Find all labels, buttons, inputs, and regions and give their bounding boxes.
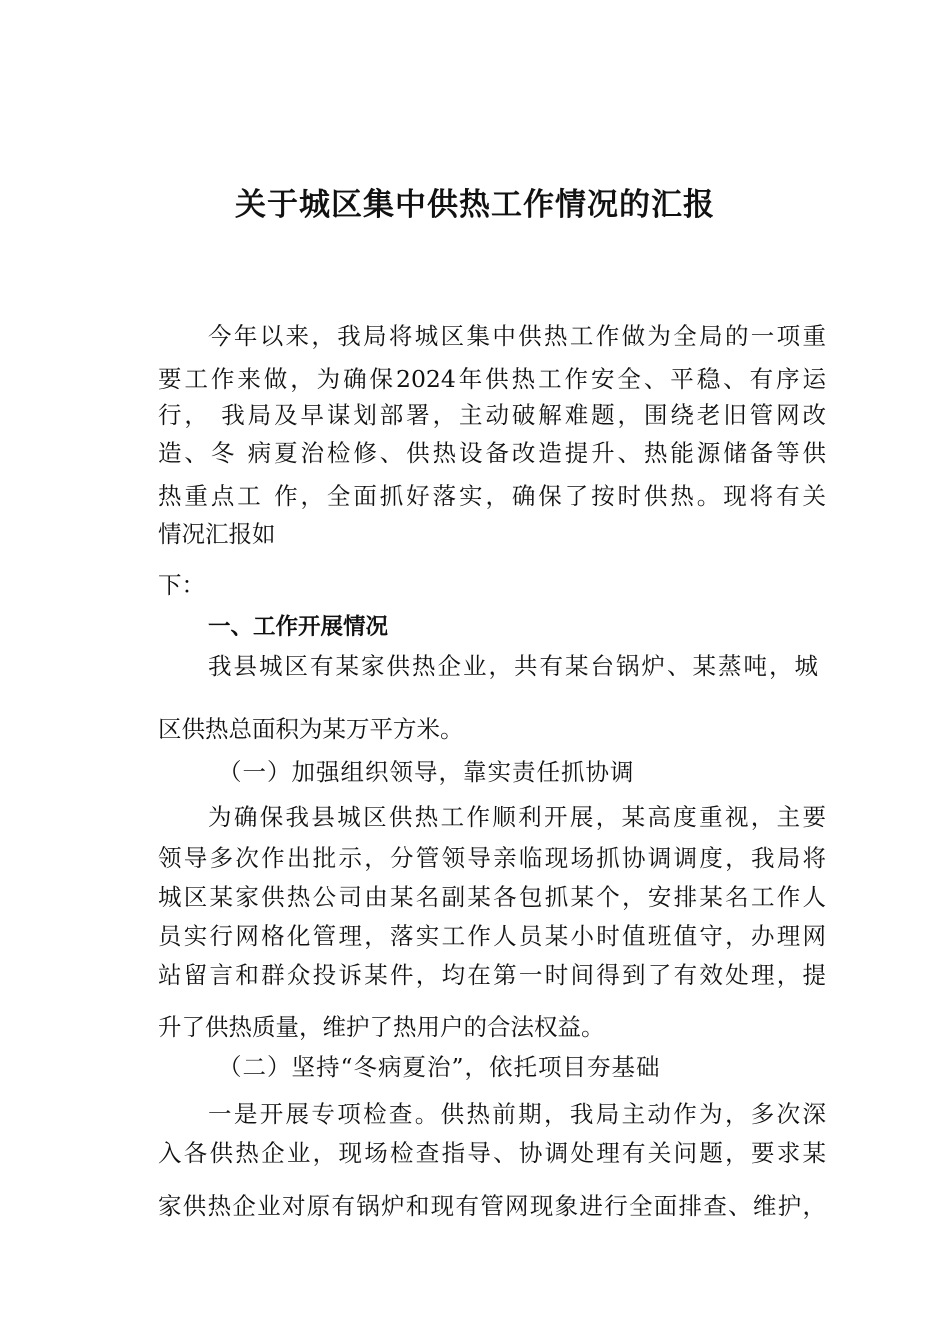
paragraph-line: 家供热企业对原有锅炉和现有管网现象进行全面排查、维护， xyxy=(158,1192,826,1220)
paragraph-line: 领导多次作出批示，分管领导亲临现场抓协调调度，我局将 xyxy=(158,844,826,872)
paragraph-line: 为确保我县城区供热工作顺利开展，某高度重视，主要 xyxy=(208,803,826,831)
paragraph-line: 今年以来，我局将城区集中供热工作做为全局的一项重 xyxy=(208,322,826,350)
subsection-heading: （二）坚持“冬病夏治”，依托项目夯基础 xyxy=(218,1053,661,1081)
paragraph-line: 站留言和群众投诉某件，均在第一时间得到了有效处理，提 xyxy=(158,961,826,989)
paragraph-line: 我县城区有某家供热企业，共有某台锅炉、某蒸吨，城 xyxy=(208,652,818,680)
section-heading: 一、工作开展情况 xyxy=(208,614,389,640)
paragraph-line: 一是开展专项检查。供热前期，我局主动作为，多次深 xyxy=(208,1100,826,1128)
paragraph-line: 行， 我局及早谋划部署，主动破解难题，围绕老旧管网改 xyxy=(158,401,826,429)
paragraph-line: 入各供热企业，现场检查指导、协调处理有关问题，要求某 xyxy=(158,1139,826,1167)
paragraph-line: 热重点工 作，全面抓好落实，确保了按时供热。现将有关 xyxy=(158,482,826,510)
paragraph-line: 造、冬 病夏治检修、供热设备改造提升、热能源储备等供 xyxy=(158,439,826,467)
paragraph-line: 下： xyxy=(158,571,205,599)
document-title: 关于城区集中供热工作情况的汇报 xyxy=(235,187,715,223)
paragraph-line: 升了供热质量，维护了热用户的合法权益。 xyxy=(158,1013,605,1041)
paragraph-line: 要工作来做，为确保2024年供热工作安全、平稳、有序运 xyxy=(158,365,826,393)
subsection-heading: （一）加强组织领导，靠实责任抓协调 xyxy=(218,758,635,786)
paragraph-line: 城区某家供热公司由某名副某各包抓某个，安排某名工作人 xyxy=(158,883,826,911)
paragraph-line: 员实行网格化管理，落实工作人员某小时值班值守，办理网 xyxy=(158,922,826,950)
paragraph-line: 情况汇报如 xyxy=(158,520,276,548)
paragraph-line: 区供热总面积为某万平方米。 xyxy=(158,715,464,743)
